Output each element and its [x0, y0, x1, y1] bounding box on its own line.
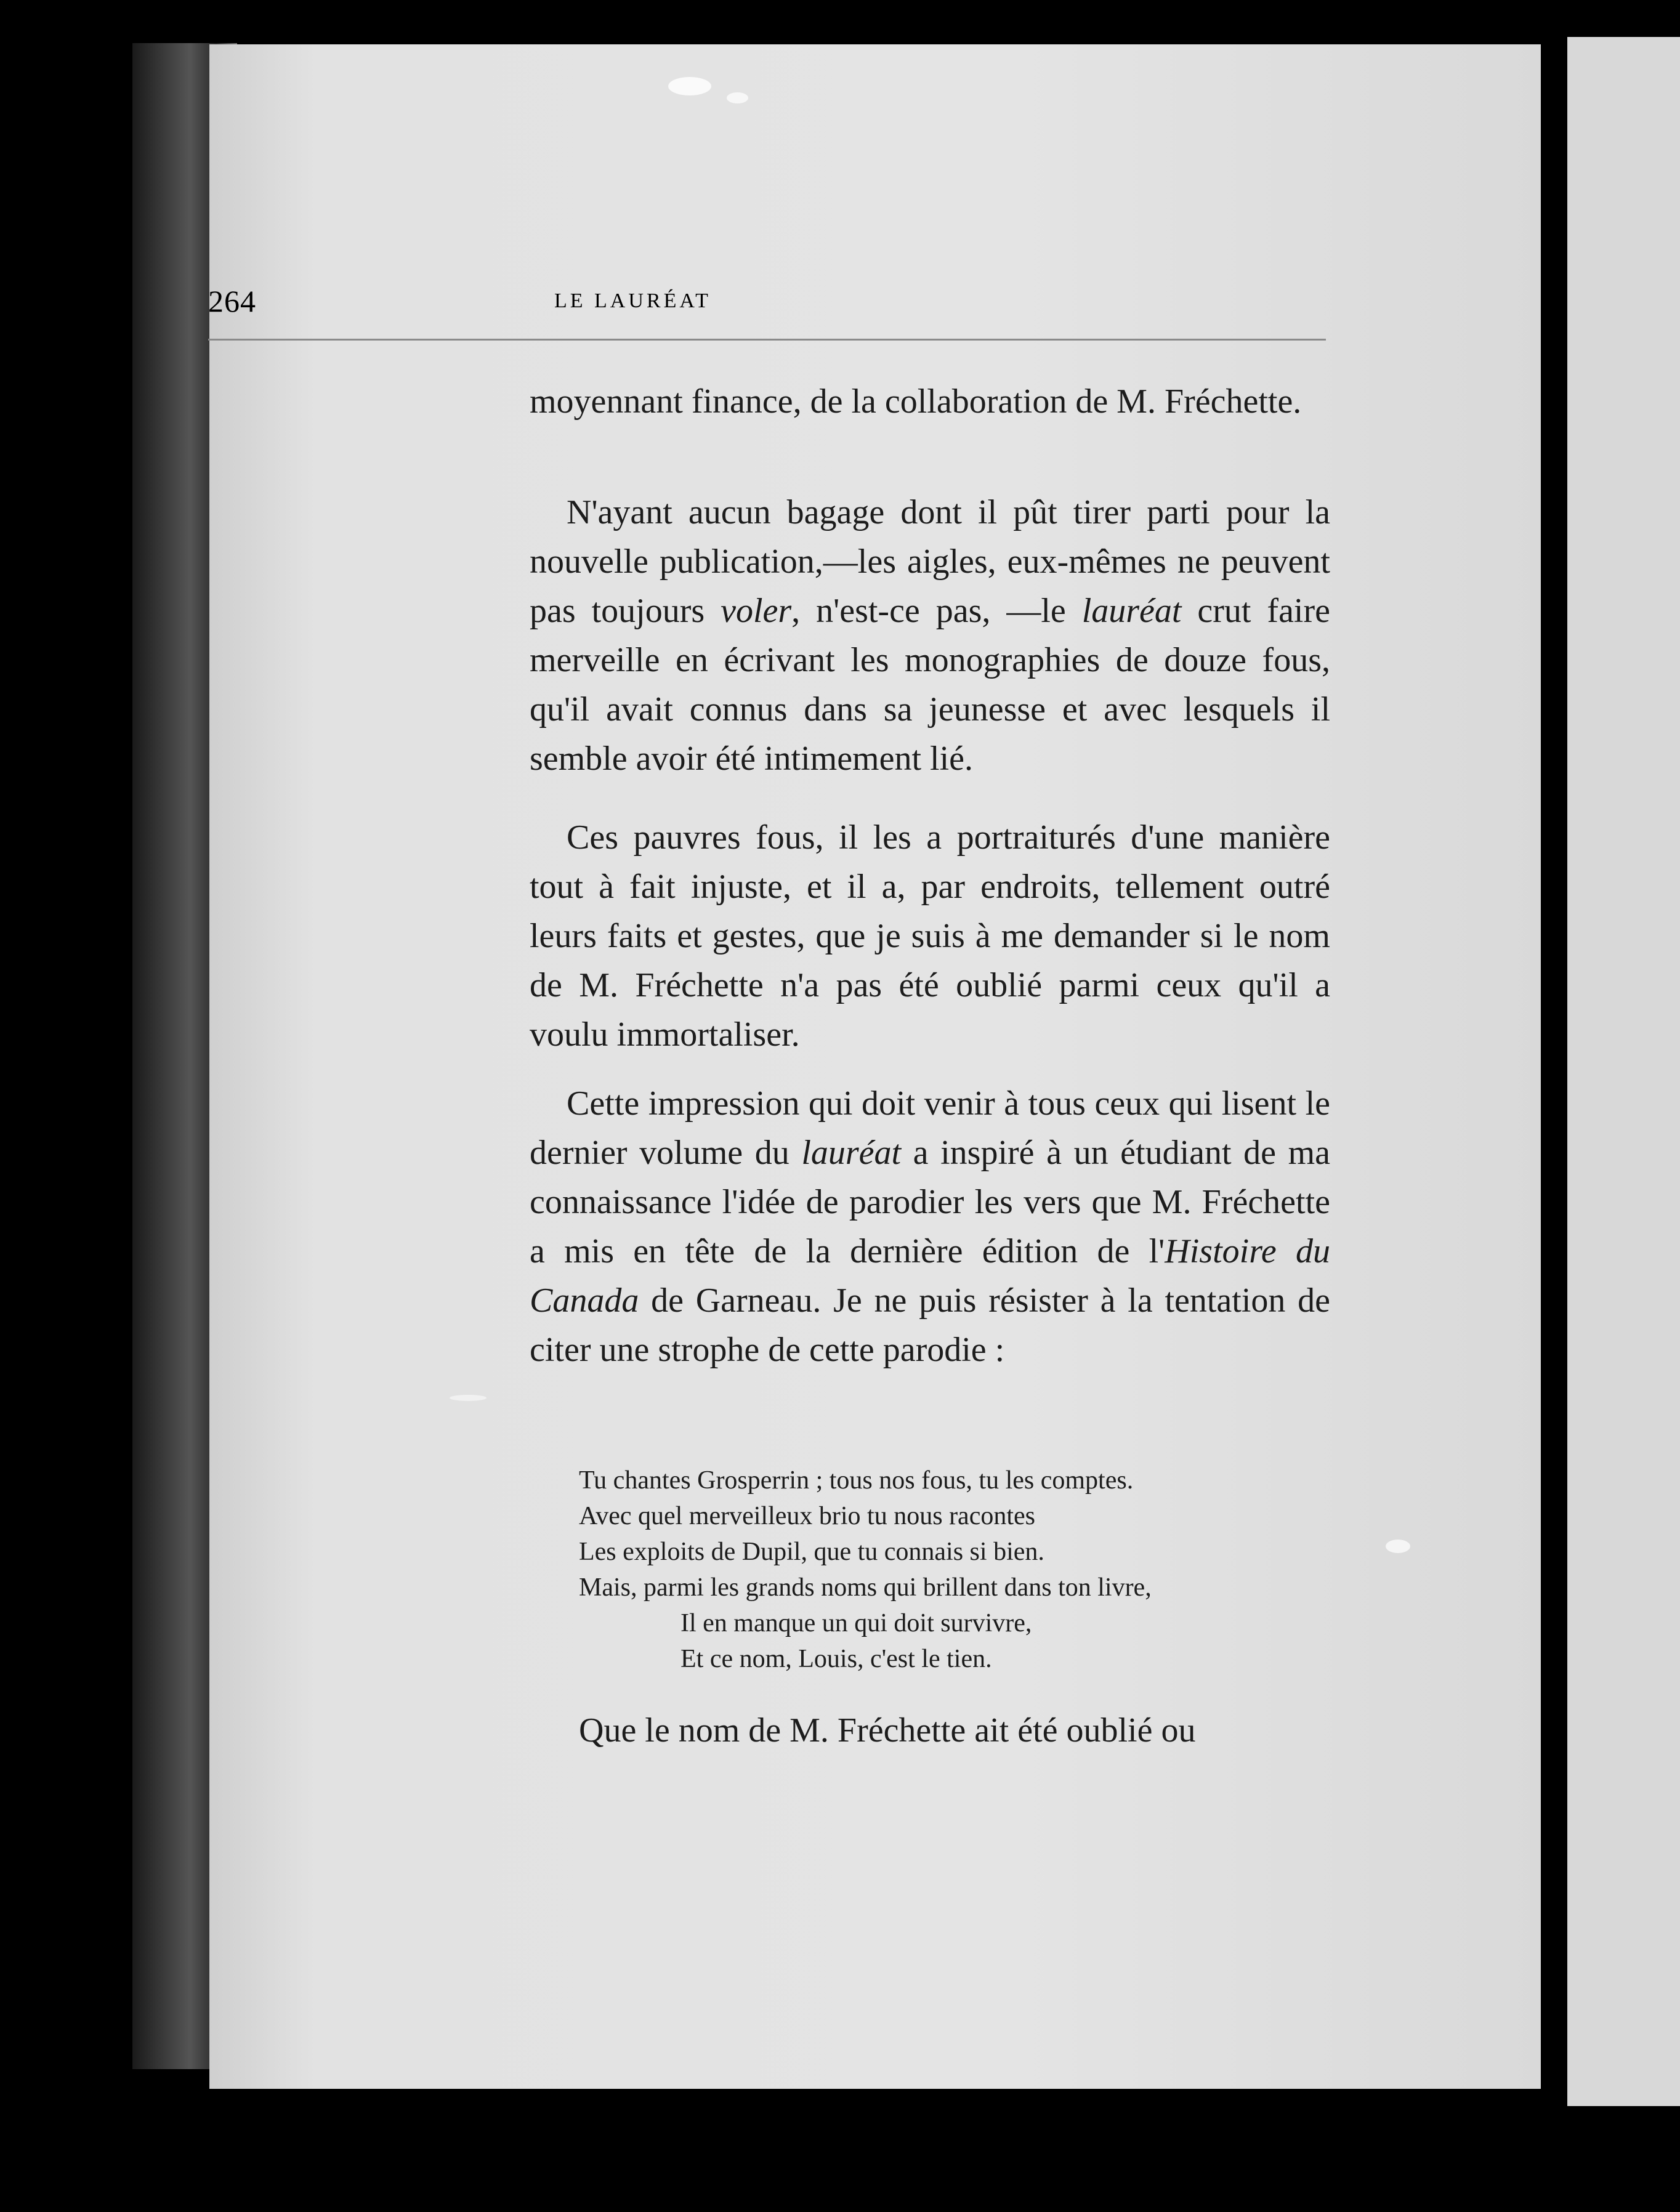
poem-line: Et ce nom, Louis, c'est le tien. — [680, 1645, 992, 1673]
paragraph-4-part-b: a inspiré à un étudiant de ma connaissance l'idée de parodier les vers que M. Fréchette a mis en tête de la dernière édition de l' — [530, 1134, 1330, 1270]
paragraph-3-text: Ces pauvres fous, il les a portraiturés d'une manière tout à fait injuste, et il a, par endroits, tellement outré leurs faits et gestes, que je suis à me demander si le nom de M. Fréchette n'a pas été oublié parmi ceux qu'il a voulu immortaliser. — [530, 818, 1330, 1054]
paragraph-2-part-c: crut faire merveille en écrivant les monographies de douze fous, qu'il avait connus dans sa jeunesse et avec lesquels il semble avoir été intimement lié. — [530, 592, 1330, 778]
facing-page-edge — [1567, 37, 1680, 2106]
dust-speck — [727, 92, 748, 103]
paragraph-2-part-a: N'ayant aucun bagage dont il pût tirer parti pour la nouvelle publication,—les aigles, eux-mêmes ne peuvent pas toujours — [530, 493, 1330, 630]
paragraph-2-italic-laureat: lauréat — [1081, 592, 1182, 630]
paragraph-2-part-b: , n'est-ce pas, —le — [791, 592, 1082, 630]
poem-line: Avec quel merveilleux brio tu nous racontes — [579, 1502, 1035, 1530]
header-rule — [208, 339, 1326, 341]
paragraph-4-part-a: Cette impression qui doit venir à tous ceux qui lisent le dernier volume du — [530, 1084, 1330, 1172]
running-title: LE LAURÉAT — [554, 289, 711, 312]
poem-line: Tu chantes Grosperrin ; tous nos fous, tu les comptes. — [579, 1466, 1134, 1495]
paragraph-5-text: Que le nom de M. Fréchette ait été oublié ou — [579, 1711, 1196, 1750]
paragraph-4 — [530, 1079, 1330, 1374]
paragraph-4-part-c: de Garneau. Je ne puis résister à la tentation de citer une strophe de cette parodie : — [530, 1282, 1330, 1369]
book-page — [209, 44, 1541, 2089]
paragraph-2-text — [530, 488, 1330, 783]
paragraph-1-text: moyennant finance, de la collaboration de M. Fréchette. — [530, 382, 1302, 421]
dust-speck — [1386, 1540, 1410, 1553]
paragraph-1 — [530, 377, 1330, 426]
poem-line: Mais, parmi les grands noms qui brillent dans ton livre, — [579, 1573, 1152, 1602]
dust-speck — [450, 1395, 487, 1401]
poem-line: Il en manque un qui doit survivre, — [680, 1609, 1032, 1637]
poem-stanza — [579, 1463, 1343, 1677]
paragraph-4-text — [530, 1079, 1330, 1374]
paragraph-3 — [530, 813, 1330, 1059]
paragraph-2 — [530, 488, 1330, 783]
page-number: 264 — [208, 284, 256, 318]
dust-speck — [668, 77, 711, 95]
paragraph-5 — [530, 1706, 1330, 1755]
poem-line: Les exploits de Dupil, que tu connais si bien. — [579, 1538, 1044, 1566]
paragraph-2-italic-voler: voler — [721, 592, 792, 630]
paragraph-4-italic-histoire: Histoire du Canada — [530, 1232, 1330, 1320]
paragraph-4-italic-laureat: lauréat — [801, 1134, 902, 1172]
running-head — [208, 283, 1326, 333]
